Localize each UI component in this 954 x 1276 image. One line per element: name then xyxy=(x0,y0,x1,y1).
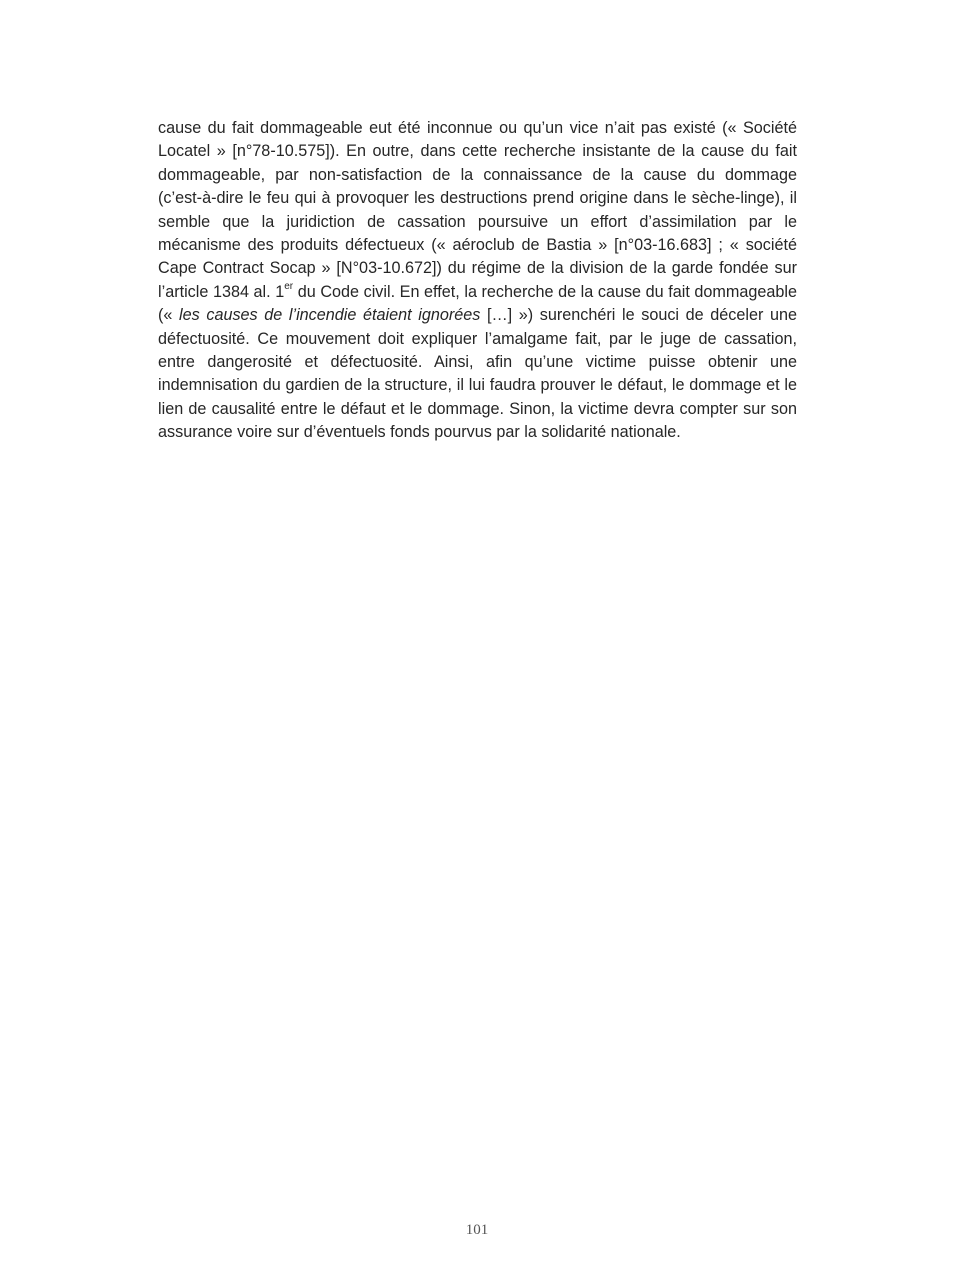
text-segment: du Code civil. En effet, la recherche de la cause du fait dommageable xyxy=(293,282,797,301)
text-line: Locatel » [n°78-10.575]). En outre, dans cette recherche insistante de la cause du fait xyxy=(158,142,797,161)
italic-quote: les causes de l’incendie étaient ignorées xyxy=(179,306,481,325)
text-line xyxy=(158,304,797,327)
text-line: cause du fait dommageable eut été inconnue ou qu’un vice n’ait pas existé (« Société xyxy=(158,119,797,137)
text-line: mécanisme des produits défectueux (« aéroclub de Bastia » [n°03-16.683] ; « société xyxy=(158,235,797,254)
text-segment: […] ») surenchéri le souci de déceler une xyxy=(480,306,797,325)
text-line: Cape Contract Socap » [N°03-10.672]) du régime de la division de la garde fondée sur xyxy=(158,259,797,278)
text-segment: l’article 1384 al. 1 xyxy=(158,282,285,301)
text-segment: (« xyxy=(158,306,180,325)
text-line: semble que la juridiction de cassation poursuive un effort d’assimilation par le xyxy=(158,212,797,231)
text-line: dommageable, par non-satisfaction de la connaissance de la cause du dommage xyxy=(158,165,797,184)
text-line: défectuosité. Ce mouvement doit expliquer l’amalgame fait, par le juge de cassation, xyxy=(158,329,797,348)
page-number: 101 xyxy=(465,1222,489,1238)
text-line: (c’est-à-dire le feu qui à provoquer les destructions prend origine dans le sèche-linge), il xyxy=(158,189,797,208)
text-line: lien de causalité entre le défaut et le dommage. Sinon, la victime devra compter sur son xyxy=(158,399,797,418)
superscript: er xyxy=(284,280,294,292)
body-paragraph xyxy=(158,117,797,444)
text-line xyxy=(158,281,797,304)
text-line: entre dangerosité et défectuosité. Ainsi, afin qu’une victime puisse obtenir une xyxy=(158,352,797,371)
text-line: indemnisation du gardien de la structure, il lui faudra prouver le défaut, le dommage et le xyxy=(158,376,797,395)
text-line: assurance voire sur d’éventuels fonds pourvus par la solidarité nationale. xyxy=(158,423,681,442)
